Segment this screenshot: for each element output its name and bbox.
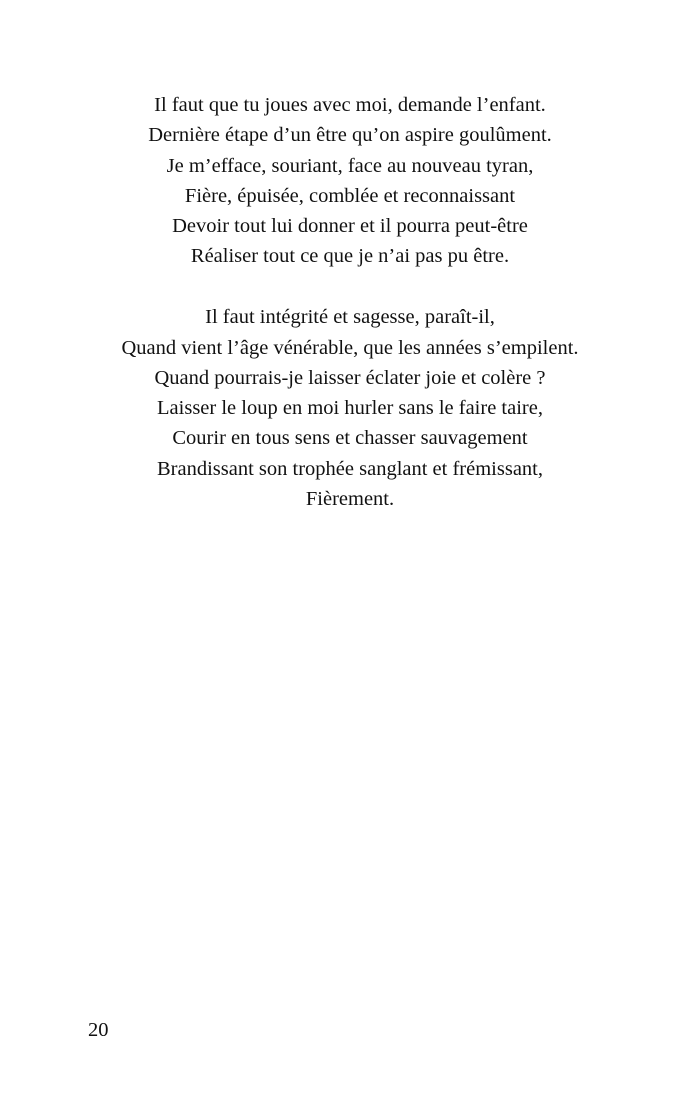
stanza-2 (0, 302, 700, 514)
poem (0, 90, 700, 545)
poem-line: Il faut que tu joues avec moi, demande l’enfant. (154, 94, 546, 116)
poem-line: Devoir tout lui donner et il pourra peut-être (172, 215, 528, 238)
poem-line: Laisser le loup en moi hurler sans le faire taire, (157, 397, 543, 420)
poem-line: Courir en tous sens et chasser sauvagement (172, 427, 528, 450)
poem-line: Quand pourrais-je laisser éclater joie et colère ? (154, 366, 546, 389)
page-number: 20 (88, 1019, 109, 1041)
poem-line: Je m’efface, souriant, face au nouveau tyran, (166, 154, 534, 177)
poem-line: Réaliser tout ce que je n’ai pas pu être. (190, 245, 510, 268)
poem-line: Fièrement. (305, 488, 395, 511)
poem-line: Il faut intégrité et sagesse, paraît-il, (205, 306, 495, 329)
poem-line: Brandissant son trophée sanglant et frémissant, (157, 457, 543, 480)
stanza-1 (0, 90, 700, 272)
poem-line: Fière, épuisée, comblée et reconnaissant (184, 184, 516, 207)
poem-line: Dernière étape d’un être qu’on aspire goulûment. (148, 124, 552, 147)
poem-line: Quand vient l’âge vénérable, que les années s’empilent. (121, 336, 579, 359)
